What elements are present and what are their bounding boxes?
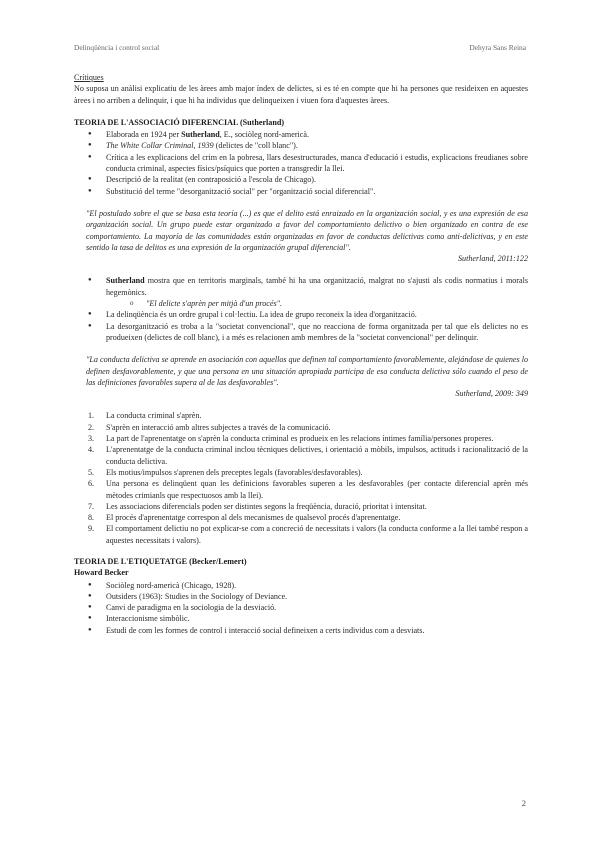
numbered-item (74, 410, 528, 421)
item-text: La conducta criminal s'aprèn. (106, 411, 202, 421)
list-item (74, 275, 528, 298)
item-text: S'aprèn en interacció amb altres subjectes a través de la comunicació. (106, 422, 331, 432)
numbered-item (74, 523, 528, 546)
item-text: Una persona es delinqüent quan les definicions favorables superen a les desfavorables (per contacte diferencial aprèn més mètodes crimianls que respectuosos amb la llei). (106, 479, 528, 500)
numbered-list (74, 410, 528, 546)
item-text: El procés d'aprenentatge correspon al dels mecanismes de qualsevol procés d'aprenentatge. (106, 513, 401, 523)
author-name: Sutherland (181, 130, 220, 140)
sub-bullets (74, 298, 528, 309)
item-number: 6. (88, 479, 95, 489)
list-item: ● Interaccionisme simbòlic. (74, 613, 528, 624)
bullet-text: , E., sociòleg nord-americà. (219, 130, 309, 140)
etiq-subtitle: Howard Becker (74, 568, 129, 578)
list-item: ● La desorganització es troba a la "societat convencional", que no reacciona de forma organitzada per tal que els delictes no es produeixen (delictes de coll blanc), i a més es relacionen amb membres de la "societat convencional" per delinquir. (74, 321, 528, 344)
numbered-item (74, 444, 528, 467)
item-number: 9. (88, 524, 95, 534)
item-text: Les associacions diferencials poden ser distintes segons la freqüència, duració, prioritat i intensitat. (106, 501, 427, 511)
quote-sutherland-2009: "La conducta delictiva se aprende en asociación con aquellos que definen tal comportamiento favorablemente, alejándose de quienes lo definen desfavorablemente, y que una persona en una situación apropiada participa de esa conducta delictiva sólo cuando el peso de las definiciones favorables supera al de las desfavorables". (86, 355, 528, 387)
bullet-text: mostra que en territoris marginals, també hi ha una organització, malgrat no s'ajusti als codis normatius i morals hegemònics. (106, 276, 528, 297)
list-item: ● Substitució del terme "desorganització social" per "organització social diferencial". (74, 186, 528, 197)
list-item: ● La delinqüència és un ordre grupal i col·lectiu. La idea de grupo reconeix la idea d'organització. (74, 309, 528, 320)
numbered-item (74, 512, 528, 523)
item-number: 5. (88, 467, 95, 477)
list-item (74, 140, 528, 151)
etiq-bullets (74, 580, 528, 636)
book-title: The White Collar Criminal, 1939 (106, 141, 214, 151)
list-item: ● Canvi de paradigma en la sociologia de la desviació. (74, 602, 528, 613)
list-item (74, 129, 528, 140)
numbered-item (74, 422, 528, 433)
item-text: El comportament delictiu no pot explicar-se com a concreció de necessitats i valors (la conducta conforme a la llei també respon a aquestes necessitats i valors). (106, 524, 528, 545)
item-text: L'aprenentatge de la conducta criminal inclou tècniques delictives, i orientació a mòbils, impulsos, actituds i racionalització de la conducta delictiva. (106, 445, 528, 466)
item-text: La part de l'aprenentatge on s'aprèn la conducta criminal es produeix en les relacions íntimes família/persones properes. (106, 434, 494, 444)
list-item: ● Outsiders (1963): Studies in the Sociology of Deviance. (74, 591, 528, 602)
item-number: 2. (88, 422, 95, 432)
item-number: 7. (88, 501, 95, 511)
assoc-bullets-3 (74, 309, 528, 343)
numbered-item (74, 467, 528, 478)
critiques-text: No suposa un anàlisi explicatiu de les àrees amb major índex de delictes, si es té en compte que hi ha persones que resideixen en aquestes àrees i no arriben a delinquir, i que hi ha individus que delinqueixen i viuen fora d'aquestes àrees. (74, 84, 528, 105)
citation-2009: Sutherland, 2009: 349 (455, 389, 528, 399)
quote-sutherland-2011: "El postulado sobre el que se basa esta teoría (...) es que el delito está enraizado en la organización social, y es una expresión de esa organización social. Un grupo puede estar organizado a favor del comportamiento delictivo o bien organizado en contra de ese comportamiento. La mayoría de las comunidades están organizadas en favor de conductas delictivas como anti-delictivas, y en este sentido la tasa de delitos es una expresión de la organización grupal diferencial". (86, 208, 528, 252)
citation-2011: Sutherland, 2011:122 (458, 254, 528, 264)
etiq-section-title: TEORIA DE L'ETIQUETATGE (Becker/Lemert) (74, 556, 247, 566)
item-number: 4. (88, 445, 95, 455)
item-number: 8. (88, 513, 95, 523)
header-left: Delinqüència i control social (74, 43, 160, 52)
numbered-item (74, 478, 528, 501)
item-number: 1. (88, 411, 95, 421)
list-item: ● Crítica a les explicacions del crim en la pobresa, llars desestructurades, manca d'educació i estudis, explicacions freudianes sobre conducta criminal, aspectes físics/psíquics que porten a transgredir la llei. (74, 152, 528, 175)
header-right: Dehyra Sans Reina (469, 43, 526, 52)
list-item: ● Estudi de com les formes de control i interacció social defineixen a certs individus com a desviats. (74, 625, 528, 636)
item-text: Els motius/impulsos s'aprenen dels preceptes legals (favorables/desfavorables). (106, 467, 363, 477)
sub-list-item: o "El delicte s'aprèn per mitjà d'un procés". (74, 298, 528, 309)
critiques-title: Crítiques (74, 73, 104, 82)
assoc-bullets-2 (74, 275, 528, 298)
assoc-bullets (74, 129, 528, 197)
bullet-text: Elaborada en 1924 per (106, 130, 182, 140)
list-item: ● Descripció de la realitat (en contraposició a l'escola de Chicago). (74, 174, 528, 185)
assoc-section-title: TEORIA DE L'ASSOCIACIÓ DIFERENCIAL (Sutherland) (74, 117, 285, 127)
list-item: ● Sociòleg nord-americà (Chicago, 1928). (74, 580, 528, 591)
numbered-item (74, 433, 528, 444)
item-number: 3. (88, 434, 95, 444)
numbered-item (74, 501, 528, 512)
page-number: 2 (521, 798, 526, 808)
bullet-text: (delictes de "coll blanc"). (213, 141, 298, 151)
author-name: Sutherland (106, 276, 145, 286)
page-content (74, 72, 528, 636)
